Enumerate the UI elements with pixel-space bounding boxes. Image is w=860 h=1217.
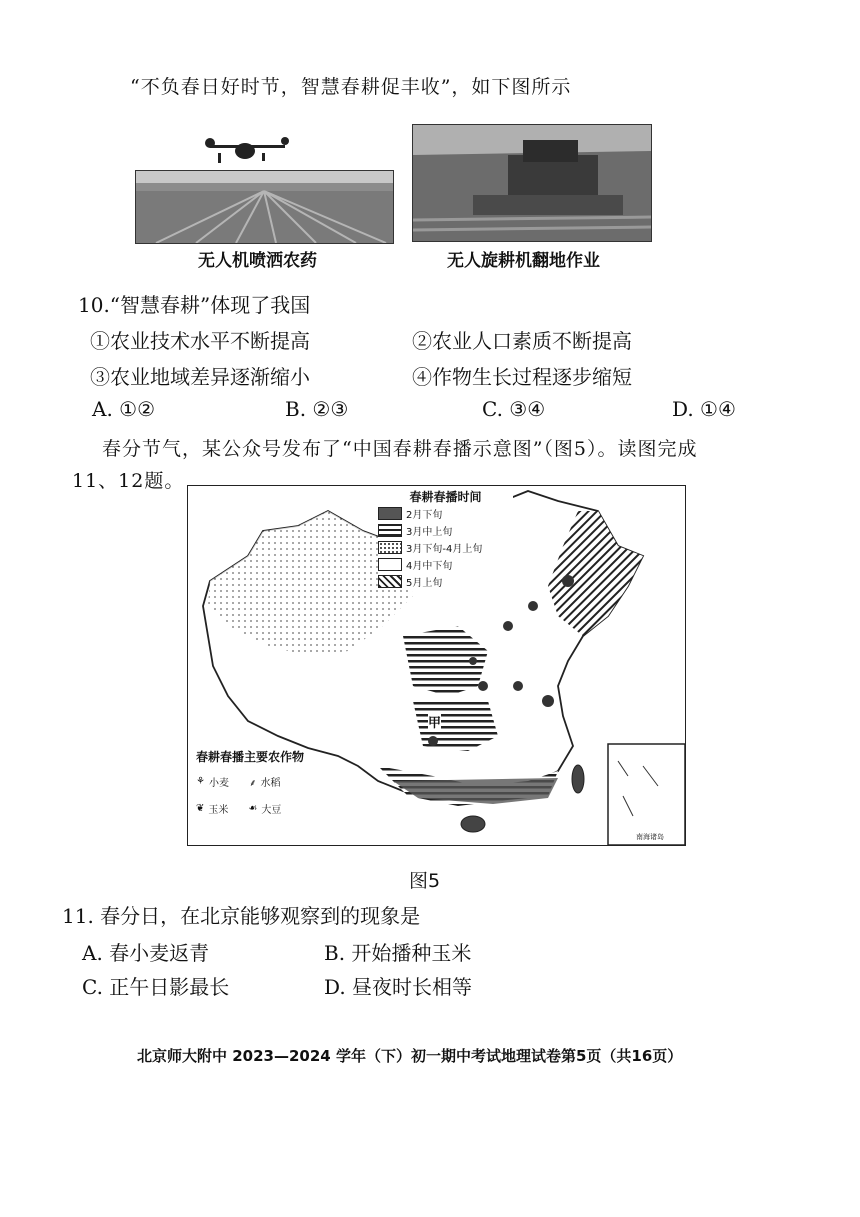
q10-choice-c[interactable]: C. ③④ bbox=[482, 397, 546, 421]
page-footer: 北京师大附中 2023—2024 学年（下）初一期中考试地理试卷第5页（共16页） bbox=[137, 1047, 683, 1065]
q10-item-4: ④作物生长过程逐步缩短 bbox=[412, 365, 632, 389]
question-11-stem: 11. 春分日，在北京能够观察到的现象是 bbox=[62, 904, 421, 928]
legend-title: 春耕春播时间 bbox=[409, 490, 482, 504]
crop-wheat: ⚘ 小麦 bbox=[196, 776, 229, 789]
soybean-icon: ☙ bbox=[248, 803, 258, 814]
wheat-icon: ⚘ bbox=[196, 776, 205, 787]
drone-spraying-photo bbox=[135, 170, 394, 244]
q10-choice-a[interactable]: A. ①② bbox=[92, 397, 156, 421]
legend-swatch bbox=[378, 558, 402, 571]
legend-item: 2月下旬 bbox=[378, 505, 513, 522]
q10-choice-b[interactable]: B. ②③ bbox=[285, 397, 349, 421]
q11-choice-b[interactable]: B. 开始播种玉米 bbox=[324, 941, 472, 965]
corn-icon: ❦ bbox=[196, 803, 205, 814]
q10-choice-d[interactable]: D. ①④ bbox=[672, 397, 736, 421]
legend-swatch bbox=[378, 575, 402, 588]
crops-legend bbox=[196, 748, 346, 817]
region-label-jia: 甲 bbox=[428, 712, 441, 731]
tractor-tilling-photo bbox=[412, 124, 652, 242]
legend-swatch bbox=[378, 541, 402, 554]
paragraph-line-1: 春分节气，某公众号发布了“中国春耕春播示意图”（图5）。读图完成 bbox=[102, 438, 698, 460]
intro-text: “不负春日好时节，智慧春耕促丰收”，如下图所示 bbox=[130, 76, 572, 98]
legend-swatch bbox=[378, 507, 402, 520]
q11-choice-c[interactable]: C. 正午日影最长 bbox=[82, 975, 230, 999]
legend-swatch bbox=[378, 524, 402, 537]
rice-icon: ⸙ bbox=[248, 777, 257, 789]
drone-icon bbox=[200, 133, 295, 168]
q11-choice-a[interactable]: A. 春小麦返青 bbox=[82, 941, 210, 965]
q10-item-3: ③农业地域差异逐渐缩小 bbox=[90, 365, 310, 389]
legend-item: 4月中下旬 bbox=[378, 556, 513, 573]
crop-corn: ❦ 玉米 bbox=[196, 803, 229, 816]
figure-label: 图5 bbox=[409, 870, 441, 892]
map-legend bbox=[378, 488, 513, 590]
q11-choice-d[interactable]: D. 昼夜时长相等 bbox=[324, 975, 473, 999]
legend-item: 5月上旬 bbox=[378, 573, 513, 590]
q10-item-2: ②农业人口素质不断提高 bbox=[412, 329, 632, 353]
crop-rice: ⸙ 水稻 bbox=[249, 773, 281, 790]
legend-item: 3月下旬-4月上旬 bbox=[378, 539, 513, 556]
photo-caption-tractor: 无人旋耕机翻地作业 bbox=[447, 251, 600, 271]
legend-item: 3月中上旬 bbox=[378, 522, 513, 539]
inset-label: 南海诸岛 bbox=[636, 833, 664, 841]
china-spring-sowing-map bbox=[187, 485, 686, 846]
crops-legend-title: 春耕春播主要农作物 bbox=[196, 750, 305, 764]
paragraph-line-2: 11、12题。 bbox=[72, 470, 185, 492]
crop-soybean: ☙ 大豆 bbox=[248, 803, 282, 816]
q10-item-1: ①农业技术水平不断提高 bbox=[90, 329, 310, 353]
photo-caption-drone: 无人机喷洒农药 bbox=[198, 251, 317, 271]
question-10-stem: 10.“智慧春耕”体现了我国 bbox=[78, 293, 311, 317]
